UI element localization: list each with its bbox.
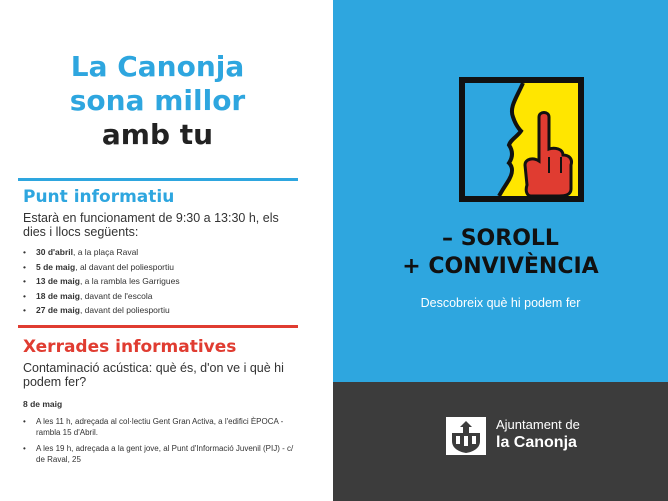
- xerrades-intro: Contaminació acústica: què és, d'on ve i què hi podem fer?: [23, 361, 284, 389]
- xerrades-list: [23, 417, 303, 471]
- slogan: [333, 225, 668, 281]
- town-crest-icon: [446, 417, 486, 455]
- slogan-line-1: – SOROLL: [442, 226, 559, 251]
- list-item: • 18 de maig, davant de l'escola: [23, 290, 153, 301]
- punt-informatiu-intro: Estarà en funcionament de 9:30 a 13:30 h, els dies i llocs següents:: [23, 211, 279, 239]
- list-item: • A les 11 h, adreçada al col·lectiu Gent Gran Activa, a l'edifici ÈPOCA - rambla 15 d'Abril.: [23, 417, 284, 437]
- punt-schedule-list: [23, 245, 180, 318]
- xerrades-date: 8 de maig: [23, 399, 63, 409]
- list-item: • 30 d'abril, a la plaça Raval: [23, 247, 139, 257]
- ajuntament-line-1: Ajuntament de: [496, 417, 580, 432]
- ajuntament-logo: [446, 415, 596, 455]
- shush-face-icon: [459, 77, 584, 202]
- headline: [0, 50, 315, 152]
- xerrades-title: Xerrades informatives: [23, 337, 237, 357]
- headline-line-1: La Canonja: [70, 50, 245, 83]
- section-divider-red: [18, 325, 298, 328]
- slogan-line-2: + CONVIVÈNCIA: [402, 254, 599, 279]
- headline-line-3: amb tu: [101, 118, 214, 151]
- discover-text: Descobreix què hi podem fer: [420, 296, 581, 310]
- section-divider-blue: [18, 178, 298, 181]
- headline-line-2: sona millor: [69, 84, 246, 117]
- list-item: • 13 de maig, a la rambla les Garrigues: [23, 276, 180, 287]
- list-item: • A les 19 h, adreçada a la gent jove, al Punt d'Informació Juvenil (PIJ) - c/ de Raval, 25: [23, 444, 294, 464]
- list-item: • 5 de maig, al davant del poliesportiu: [23, 261, 174, 272]
- ajuntament-line-2: la Canonja: [496, 434, 577, 451]
- punt-informatiu-title: Punt informatiu: [23, 187, 175, 207]
- list-item: • 27 de maig, davant del poliesportiu: [23, 305, 170, 316]
